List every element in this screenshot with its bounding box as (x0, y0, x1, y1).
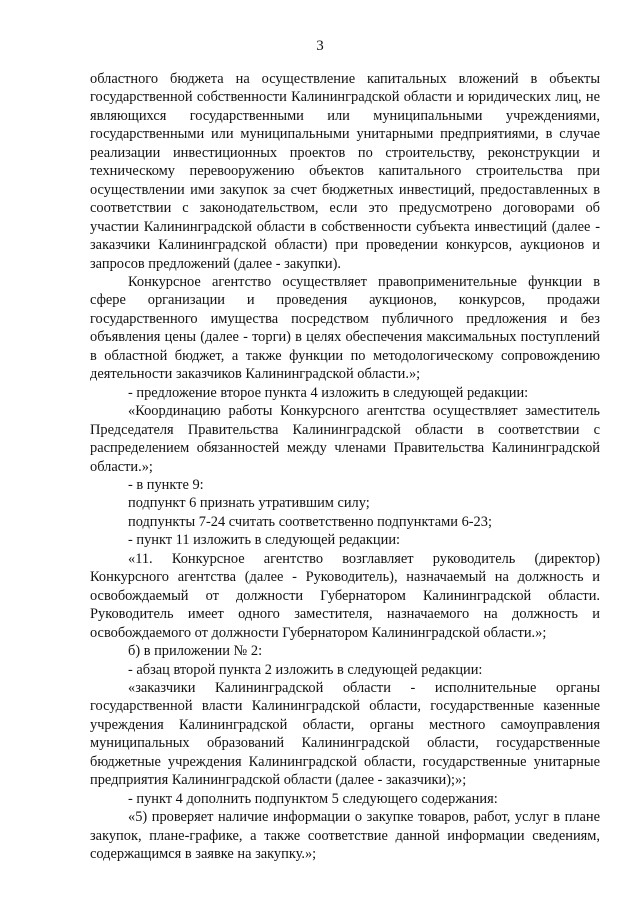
paragraph: - предложение второе пункта 4 изложить в следующей редакции: (128, 384, 529, 401)
page-number: 3 (316, 38, 324, 54)
document-body (90, 70, 600, 863)
paragraph: - в пункте 9: (128, 476, 204, 493)
paragraph: б) в приложении № 2: (128, 643, 263, 660)
paragraph: - абзац второй пункта 2 изложить в следующей редакции: (128, 661, 483, 678)
paragraph: Конкурсное агентство осуществляет правоприменительные функции в сфере организации и проведения аукционов, конкурсов, продажи государственного имущества посредством публичного предложения и без объявления цены (далее - торги) в целях обеспечения максимальных поступлений в областной бюджет, а также функции по методологическому сопровождению деятельности заказчиков Калининградской области.»; (90, 273, 600, 383)
paragraph: «заказчики Калининградской области - исполнительные органы государственной власти Калининградской области, государственные казенные учреждения Калининградской области, органы местного самоуправления муниципальных образований Калининградской области, государственные бюджетные учреждения Калининградской области, государственные унитарные предприятия Калининградской области (далее - заказчики);»; (90, 679, 600, 789)
paragraph: «Координацию работы Конкурсного агентства осуществляет заместитель Председателя Правительства Калининградской области в соответствии с распределением обязанностей между членами Правительства Калининградской области.»; (90, 403, 600, 475)
paragraph: подпункты 7-24 считать соответственно подпунктами 6-23; (128, 513, 492, 530)
paragraph: «11. Конкурсное агентство возглавляет руководитель (директор) Конкурсного агентства (далее - Руководитель), назначаемый на должность и освобождаемый от должности Губернатором Калининградской области. Руководитель имеет одного заместителя, назначаемого на должность и освобождаемого от должности Губернатором Калининградской области.»; (90, 550, 600, 641)
paragraph: областного бюджета на осуществление капитальных вложений в объекты государственной собственности Калининградской области и юридических лиц, не являющихся государственными или муниципальными учреждениями, государственными или муниципальными унитарными предприятиями, в случае реализации инвестиционных проектов по строительству, реконструкции и техническому перевооружению объектов капитального строительства при осуществлении ими закупок за счет бюджетных инвестиций, предоставленных в соответствии с законодательством, если это предусмотрено договорами об участии Калининградской области в собственности субъекта инвестиций (далее - заказчики Калининградской области) при проведении конкурсов, аукционов и запросов предложений (далее - закупки). (90, 71, 600, 272)
paragraph: подпункт 6 признать утратившим силу; (128, 495, 370, 512)
paragraph: «5) проверяет наличие информации о закупке товаров, работ, услуг в плане закупок, плане-графике, а также соответствие данной информации сведениям, содержащимся в заявке на закупку.»; (90, 809, 600, 863)
paragraph: - пункт 4 дополнить подпунктом 5 следующего содержания: (128, 790, 498, 807)
paragraph: - пункт 11 изложить в следующей редакции: (128, 532, 401, 549)
